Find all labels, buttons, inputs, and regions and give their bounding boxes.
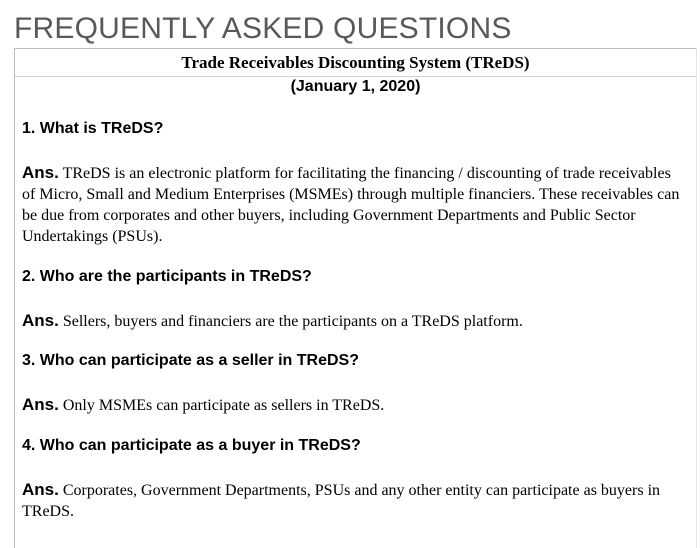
faq-answer-1 [22, 162, 686, 247]
answer-prefix: Ans. [22, 480, 59, 499]
answer-text: TReDS is an electronic platform for facilitating the financing / discounting of trade receivables of Micro, Small and Medium Enterprises (MSMEs) through multiple financiers. These receivables can be due from corporates and other buyers, including Government Departments and Public Sector Undertakings (PSUs). [22, 165, 680, 245]
document-date: (January 1, 2020) [290, 78, 421, 95]
faq-answer-2 [22, 310, 686, 332]
faq-answer-3 [22, 394, 686, 416]
answer-prefix: Ans. [22, 311, 59, 330]
answer-prefix: Ans. [22, 395, 59, 414]
faq-question-1: 1. What is TReDS? [22, 120, 164, 137]
answer-text: Sellers, buyers and financiers are the participants on a TReDS platform. [62, 313, 523, 330]
page-heading: FREQUENTLY ASKED QUESTIONS [14, 12, 512, 45]
faq-answer-4 [22, 479, 686, 522]
document-title: Trade Receivables Discounting System (TReDS) [181, 53, 530, 72]
answer-text: Only MSMEs can participate as sellers in TReDS. [62, 397, 385, 414]
faq-content-box [14, 48, 697, 548]
answer-text: Corporates, Government Departments, PSUs and any other entity can participate as buyers in TReDS. [22, 482, 661, 520]
faq-question-2: 2. Who are the participants in TReDS? [22, 268, 312, 285]
faq-question-4: 4. Who can participate as a buyer in TReDS? [22, 437, 361, 454]
answer-prefix: Ans. [22, 163, 59, 182]
faq-question-3: 3. Who can participate as a seller in TReDS? [22, 352, 359, 369]
